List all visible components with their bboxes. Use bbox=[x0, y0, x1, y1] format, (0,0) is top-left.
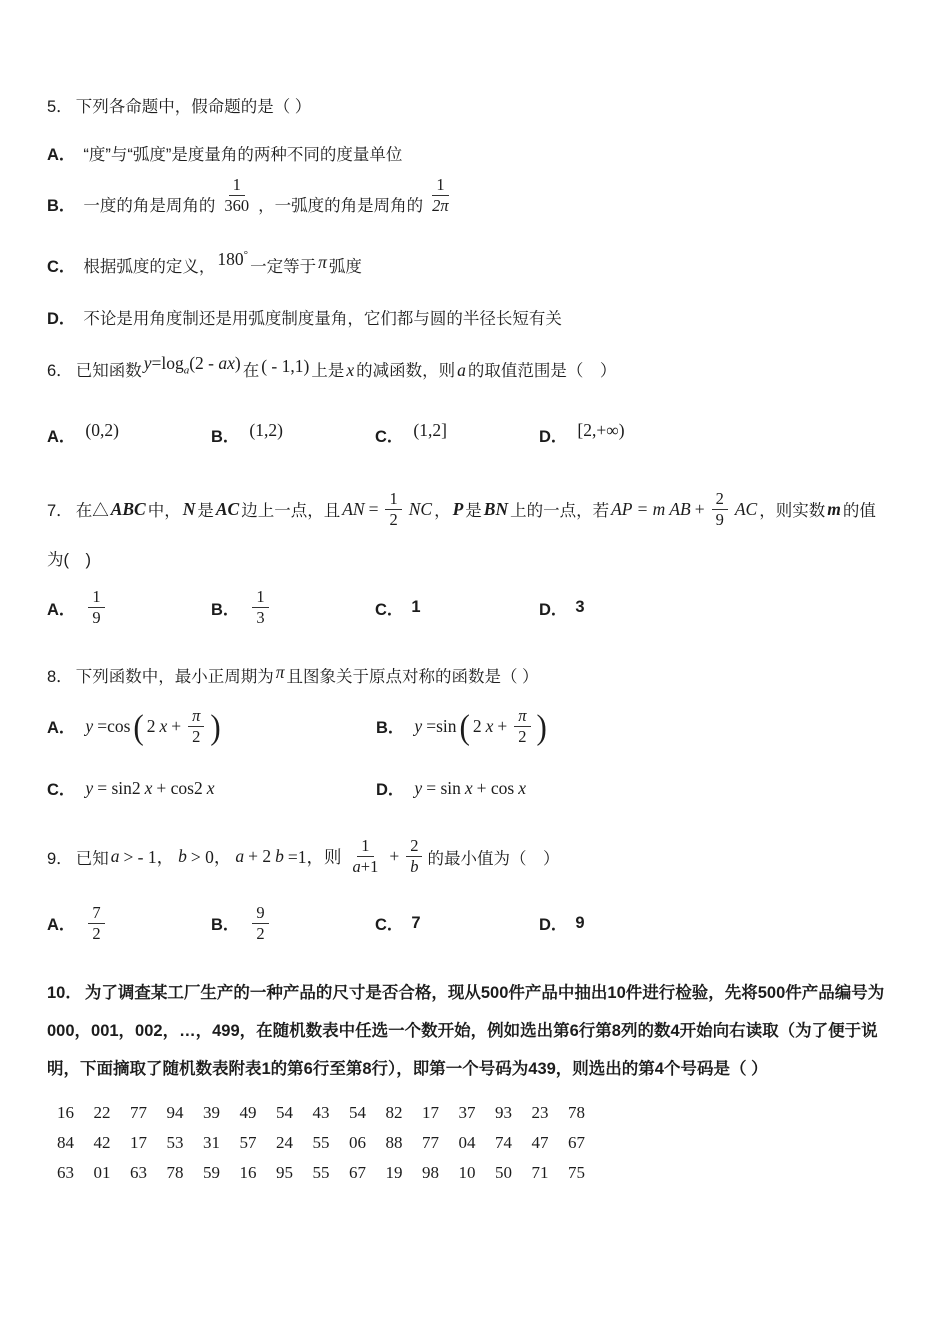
pi-symbol: π bbox=[318, 252, 327, 273]
q7-t6: 是 bbox=[465, 502, 482, 521]
q5-stem bbox=[47, 96, 906, 120]
var-x: x bbox=[464, 777, 473, 798]
q8-option-a bbox=[47, 706, 376, 747]
q7-t1: 在△ bbox=[75, 502, 109, 521]
q6-mid3: 的减函数，则 bbox=[356, 362, 456, 381]
var-x: x bbox=[144, 777, 153, 798]
q8-option-b-label: B． bbox=[376, 719, 405, 738]
q9-t4: =1，则 bbox=[287, 847, 342, 868]
q5-option-c-pre: 根据弧度的定义， bbox=[83, 258, 216, 277]
q5-option-a bbox=[47, 144, 906, 168]
fraction-pi-2 bbox=[188, 706, 204, 747]
degree-number: 180 bbox=[217, 249, 244, 270]
q7-option-d bbox=[539, 596, 703, 620]
fraction-denominator bbox=[349, 857, 383, 877]
coef-2: 2 bbox=[146, 715, 156, 736]
q8-pre: 下列函数中，最小正周期为 bbox=[75, 667, 274, 686]
var-a: a bbox=[235, 846, 245, 867]
arg-close: ) bbox=[234, 353, 241, 374]
q5-option-b-mid: ，一弧度的角是周角的 bbox=[258, 197, 424, 216]
var-y: y bbox=[85, 777, 94, 798]
q7-option-d-label: D． bbox=[539, 600, 568, 619]
q7-option-c-text: 1 bbox=[411, 598, 421, 617]
question-5 bbox=[47, 96, 906, 332]
var-x: x bbox=[159, 715, 168, 736]
q5-stem-text: 下列各命题中，假命题的是（ ） bbox=[75, 98, 312, 116]
var-a: a bbox=[352, 857, 361, 877]
question-7 bbox=[47, 489, 906, 628]
q7-options bbox=[47, 587, 906, 628]
fraction-denominator: 2 bbox=[389, 509, 398, 529]
table-cell: 24 bbox=[276, 1132, 293, 1152]
table-cell: 37 bbox=[458, 1102, 476, 1122]
q7-option-b bbox=[211, 587, 375, 628]
q7-option-b-label: B． bbox=[211, 600, 240, 619]
var-abc: ABC bbox=[110, 498, 146, 519]
table-cell: 54 bbox=[276, 1102, 293, 1122]
var-y: y bbox=[85, 715, 94, 736]
sin-term: = sin bbox=[426, 777, 461, 798]
table-cell: 98 bbox=[422, 1162, 439, 1182]
table-cell: 82 bbox=[385, 1102, 403, 1122]
var-a: a bbox=[110, 846, 120, 867]
fraction-denominator: 2 bbox=[256, 923, 265, 943]
plus-one: +1 bbox=[360, 857, 379, 877]
table-cell: 19 bbox=[385, 1162, 403, 1182]
var-x: x bbox=[346, 360, 355, 381]
var-x: x bbox=[206, 777, 215, 798]
question-9 bbox=[47, 836, 906, 943]
close-paren: ) bbox=[536, 706, 547, 746]
table-cell: 77 bbox=[422, 1132, 439, 1152]
fraction-numerator: 1 bbox=[88, 587, 104, 608]
fraction-denominator: 2 bbox=[518, 726, 527, 746]
fraction-1-360 bbox=[220, 175, 253, 216]
q10-line2: 000，001，002，…，499，在随机数表中任选一个数开始，例如选出第6行第8列的数4开始向右读取（为了便于说 bbox=[47, 1021, 878, 1040]
q10-line3: 明，下面摘取了随机数表附表1的第6行至第8行），即第一个号码为439，则选出的第4个号码是（ ） bbox=[47, 1059, 768, 1078]
q9-option-c bbox=[375, 911, 539, 935]
var-y: y bbox=[143, 353, 152, 374]
q8-options-ab bbox=[47, 706, 906, 747]
table-cell: 63 bbox=[130, 1162, 147, 1182]
q7-option-a-label: A． bbox=[47, 600, 76, 619]
degree-value bbox=[217, 247, 248, 272]
var-m: m bbox=[827, 498, 841, 519]
table-cell: 01 bbox=[93, 1162, 111, 1182]
equals-m: = m bbox=[636, 498, 666, 519]
fraction-pi-2 bbox=[514, 706, 530, 747]
q7-t3: 是 bbox=[197, 502, 214, 521]
table-cell: 78 bbox=[166, 1162, 184, 1182]
q9-option-a bbox=[47, 903, 211, 944]
q8-option-c-label: C． bbox=[47, 781, 76, 800]
fraction-1-2pi bbox=[428, 175, 453, 216]
q9-option-d-label: D． bbox=[539, 916, 568, 935]
table-cell: 93 bbox=[495, 1102, 512, 1122]
var-an: AN bbox=[342, 498, 365, 519]
table-cell: 16 bbox=[57, 1102, 74, 1122]
table-cell: 47 bbox=[531, 1132, 549, 1152]
equals-log: =log bbox=[151, 353, 184, 374]
q7-stem-line1 bbox=[47, 489, 906, 530]
open-paren: ( bbox=[133, 706, 144, 746]
table-cell: 67 bbox=[349, 1162, 366, 1182]
q9-option-b-label: B． bbox=[211, 916, 240, 935]
q8-stem bbox=[47, 661, 906, 690]
q7-t5: ， bbox=[434, 502, 451, 521]
q9-post: 的最小值为（ ） bbox=[427, 849, 560, 868]
var-ax: ax bbox=[218, 353, 235, 374]
table-cell: 77 bbox=[130, 1102, 147, 1122]
fraction-7-2 bbox=[88, 903, 104, 944]
q9-pre: 已知 bbox=[75, 849, 109, 868]
q8-option-d-label: D． bbox=[376, 781, 405, 800]
plus-sign: + bbox=[171, 715, 182, 736]
q8-option-b bbox=[376, 705, 547, 747]
close-paren: ) bbox=[210, 706, 221, 746]
q9-options bbox=[47, 903, 906, 944]
q6-mid2: 上是 bbox=[311, 362, 345, 381]
fraction-numerator: 1 bbox=[385, 489, 401, 510]
var-ac: AC bbox=[215, 498, 240, 519]
equals-cos: =cos bbox=[97, 715, 131, 736]
table-cell: 63 bbox=[57, 1162, 74, 1182]
fraction-denominator: 3 bbox=[256, 608, 265, 628]
table-cell: 06 bbox=[349, 1132, 366, 1152]
var-nc: NC bbox=[408, 498, 433, 519]
q6-option-b-label: B． bbox=[211, 427, 240, 446]
q6-options bbox=[47, 420, 906, 447]
table-cell: 16 bbox=[239, 1162, 257, 1182]
q6-option-b bbox=[211, 420, 375, 447]
table-cell: 54 bbox=[349, 1102, 366, 1122]
table-cell: 55 bbox=[312, 1162, 330, 1182]
q5-option-b-label: B． bbox=[47, 197, 76, 216]
q9-stem bbox=[47, 836, 906, 877]
table-row-2 bbox=[57, 1128, 906, 1158]
table-cell: 78 bbox=[568, 1102, 585, 1122]
table-cell: 22 bbox=[93, 1102, 111, 1122]
var-b: b bbox=[178, 846, 187, 867]
equals-sin: =sin bbox=[426, 715, 457, 736]
q6-pre: 已知函数 bbox=[75, 362, 142, 381]
q9-option-a-label: A． bbox=[47, 916, 76, 935]
var-x: x bbox=[518, 777, 527, 798]
q7-t4: 边上一点，且 bbox=[241, 502, 341, 521]
cos-term: + cos2 bbox=[156, 777, 203, 798]
var-n: N bbox=[182, 498, 196, 519]
table-cell: 71 bbox=[531, 1162, 549, 1182]
table-cell: 50 bbox=[495, 1162, 512, 1182]
q6-option-d bbox=[539, 420, 703, 447]
q9-option-b bbox=[211, 903, 375, 944]
table-row-1 bbox=[57, 1098, 906, 1128]
q7-number: 7． bbox=[47, 502, 73, 521]
table-cell: 95 bbox=[276, 1162, 293, 1182]
q5-option-d-text: 不论是用角度制还是用弧度制度量角，它们都与圆的半径长短有关 bbox=[83, 310, 562, 329]
question-6 bbox=[47, 353, 906, 446]
table-cell: 67 bbox=[568, 1132, 585, 1152]
q6-stem bbox=[47, 353, 906, 386]
q7-t8: ，则实数 bbox=[759, 502, 826, 521]
fraction-denominator: 9 bbox=[92, 608, 101, 628]
open-paren: ( bbox=[459, 706, 470, 746]
log-base: a bbox=[183, 364, 190, 377]
var-y: y bbox=[414, 777, 423, 798]
table-cell: 17 bbox=[422, 1102, 439, 1122]
table-cell: 88 bbox=[385, 1132, 403, 1152]
q6-option-d-label: D． bbox=[539, 427, 568, 446]
fraction-1-2 bbox=[385, 489, 401, 530]
fraction-9-2 bbox=[252, 903, 268, 944]
q8-option-a-label: A． bbox=[47, 719, 76, 738]
q10-line1 bbox=[47, 974, 906, 1012]
q5-option-a-label: A． bbox=[47, 145, 76, 164]
q9-t1: > - 1， bbox=[123, 847, 175, 868]
fraction-numerator: π bbox=[514, 706, 530, 727]
table-cell: 39 bbox=[203, 1102, 220, 1122]
table-cell: 17 bbox=[130, 1132, 147, 1152]
var-x: x bbox=[485, 715, 494, 736]
q5-option-c-label: C． bbox=[47, 258, 76, 277]
table-cell: 43 bbox=[312, 1102, 330, 1122]
q9-t2: > 0， bbox=[190, 847, 232, 868]
table-cell: 74 bbox=[495, 1132, 512, 1152]
table-cell: 55 bbox=[312, 1132, 330, 1152]
var-ac2: AC bbox=[734, 498, 758, 519]
degree-icon: ° bbox=[243, 249, 249, 262]
cos-term: + cos bbox=[476, 777, 515, 798]
fraction-denominator: 360 bbox=[224, 195, 250, 215]
fraction-1-a1 bbox=[349, 836, 383, 877]
q9-option-c-label: C． bbox=[375, 916, 404, 935]
q6-option-a bbox=[47, 420, 211, 447]
q8-post: 且图象关于原点对称的函数是（ ） bbox=[286, 667, 539, 686]
q8-option-c bbox=[47, 776, 376, 800]
q5-option-c-post: 弧度 bbox=[328, 258, 362, 277]
q10-number: 10． bbox=[47, 983, 82, 1002]
var-bn: BN bbox=[483, 498, 509, 519]
q7-stem-line2: 为( ) bbox=[47, 551, 91, 570]
arg-open: (2 - bbox=[189, 353, 219, 374]
table-cell: 84 bbox=[57, 1132, 74, 1152]
q7-option-d-text: 3 bbox=[575, 598, 585, 617]
q5-option-c bbox=[47, 249, 906, 280]
fraction-numerator: 7 bbox=[88, 903, 104, 924]
q5-option-b-pre: 一度的角是周角的 bbox=[83, 197, 216, 216]
sin-term: = sin2 bbox=[97, 777, 141, 798]
table-row-3 bbox=[57, 1158, 906, 1188]
fraction-numerator: 1 bbox=[252, 587, 268, 608]
q6-mid4: 的取值范围是（ ） bbox=[467, 362, 617, 381]
pi-symbol: π bbox=[275, 661, 285, 682]
var-a: a bbox=[457, 360, 466, 381]
plus-sign: + bbox=[694, 498, 705, 519]
var-ab: AB bbox=[669, 498, 691, 519]
table-cell: 49 bbox=[239, 1102, 257, 1122]
q10-stem bbox=[47, 974, 906, 1088]
table-cell: 53 bbox=[166, 1132, 184, 1152]
q6-option-c bbox=[375, 420, 539, 447]
q9-option-d-text: 9 bbox=[575, 913, 585, 932]
q7-option-a bbox=[47, 587, 211, 628]
table-cell: 10 bbox=[458, 1162, 476, 1182]
q7-option-c bbox=[375, 596, 539, 620]
fraction-denominator: 9 bbox=[715, 509, 724, 529]
q10-line1-text: 为了调查某工厂生产的一种产品的尺寸是否合格，现从500件产品中抽出10件进行检验，先将500件产品编号为 bbox=[84, 983, 885, 1002]
fraction-2-9 bbox=[712, 489, 728, 530]
fraction-denominator: b bbox=[410, 857, 419, 877]
q6-option-c-label: C． bbox=[375, 427, 404, 446]
var-b: b bbox=[275, 846, 284, 867]
q8-options-cd bbox=[47, 776, 906, 800]
fraction-denominator: 2 bbox=[92, 923, 101, 943]
q6-option-c-text: (1,2] bbox=[413, 420, 447, 441]
var-y: y bbox=[414, 715, 423, 736]
var-ap: AP bbox=[611, 498, 633, 519]
table-cell: 57 bbox=[239, 1132, 257, 1152]
fraction-denominator: 2 bbox=[192, 726, 201, 746]
question-8 bbox=[47, 661, 906, 801]
q9-t3: + 2 bbox=[248, 846, 272, 867]
q5-option-c-mid: 一定等于 bbox=[250, 258, 317, 277]
fraction-numerator: 1 bbox=[229, 175, 245, 196]
q6-mid1: 在 bbox=[242, 362, 260, 381]
q7-option-c-label: C． bbox=[375, 600, 404, 619]
plus-sign: + bbox=[389, 846, 400, 867]
q6-option-b-text: (1,2) bbox=[249, 420, 283, 441]
table-cell: 23 bbox=[531, 1102, 549, 1122]
q7-t9: 的值 bbox=[842, 502, 876, 521]
fraction-numerator: 1 bbox=[432, 175, 448, 196]
log-formula bbox=[144, 351, 241, 379]
q6-option-d-text: [2,+∞) bbox=[577, 420, 625, 441]
coef-2: 2 bbox=[472, 715, 482, 736]
fraction-1-3 bbox=[252, 587, 268, 628]
table-cell: 75 bbox=[568, 1162, 585, 1182]
q6-option-a-label: A． bbox=[47, 427, 76, 446]
q7-t7: 上的一点，若 bbox=[510, 502, 610, 521]
table-cell: 31 bbox=[203, 1132, 220, 1152]
var-p: P bbox=[452, 498, 464, 519]
q9-option-c-text: 7 bbox=[411, 913, 421, 932]
q9-number: 9． bbox=[47, 849, 73, 868]
q5-option-b bbox=[47, 174, 906, 225]
q7-t2: 中， bbox=[147, 502, 181, 521]
table-cell: 59 bbox=[203, 1162, 220, 1182]
random-number-table bbox=[47, 1098, 906, 1188]
table-cell: 94 bbox=[166, 1102, 184, 1122]
q5-number: 5． bbox=[47, 98, 73, 116]
q8-option-d bbox=[376, 776, 540, 800]
plus-sign: + bbox=[497, 715, 508, 736]
fraction-1-9 bbox=[88, 587, 104, 628]
fraction-denominator: 2π bbox=[432, 195, 449, 215]
table-cell: 42 bbox=[93, 1132, 111, 1152]
fraction-numerator: 1 bbox=[357, 836, 373, 857]
q8-number: 8． bbox=[47, 667, 73, 686]
fraction-numerator: π bbox=[188, 706, 204, 727]
fraction-2-b bbox=[406, 836, 422, 877]
q5-option-d bbox=[47, 308, 906, 332]
fraction-numerator: 2 bbox=[406, 836, 422, 857]
q5-option-d-label: D． bbox=[47, 310, 76, 329]
equals-sign: = bbox=[368, 498, 379, 519]
q9-option-d bbox=[539, 911, 703, 935]
q5-option-a-text: “度”与“弧度”是度量角的两种不同的度量单位 bbox=[83, 145, 403, 164]
q6-option-a-text: (0,2) bbox=[85, 420, 119, 441]
fraction-numerator: 9 bbox=[252, 903, 268, 924]
q6-number: 6． bbox=[47, 362, 73, 381]
question-10 bbox=[47, 974, 906, 1188]
fraction-numerator: 2 bbox=[712, 489, 728, 510]
table-cell: 04 bbox=[458, 1132, 476, 1152]
interval: ( - 1,1) bbox=[261, 356, 310, 377]
